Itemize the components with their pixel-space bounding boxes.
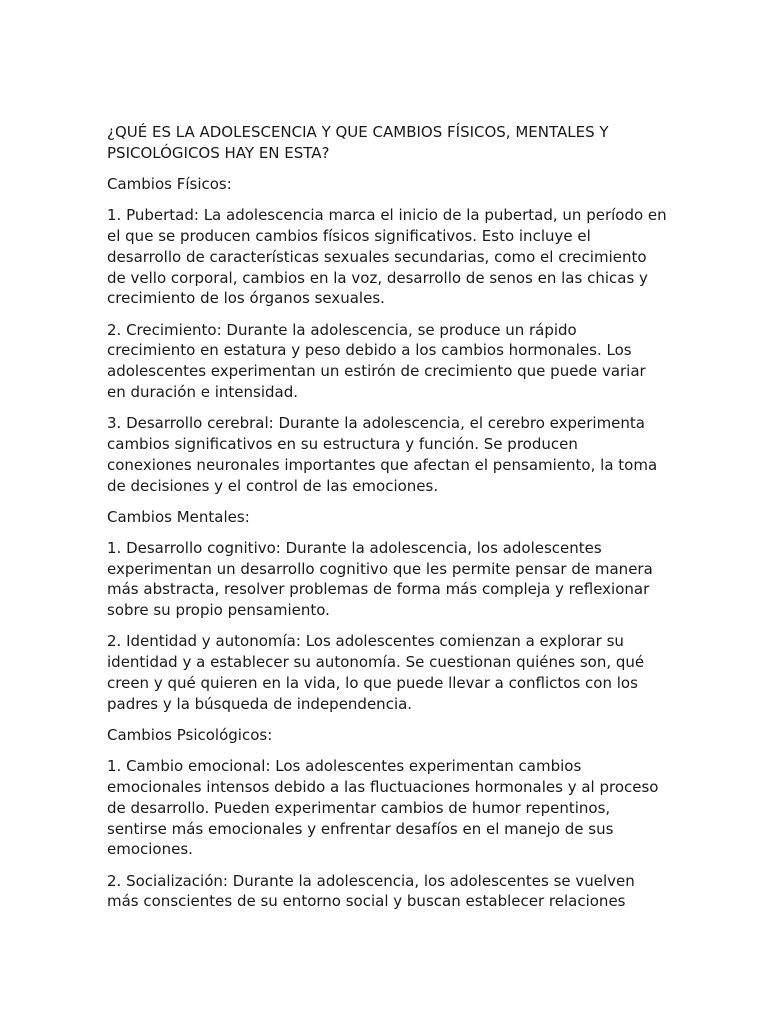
section-heading-mental: Cambios Mentales: [107,507,250,526]
document-title: ¿QUÉ ES LA ADOLESCENCIA Y QUE CAMBIOS FÍSICOS, MENTALES Y PSICOLÓGICOS HAY EN ESTA? [107,123,609,162]
paragraph-growth: 2. Crecimiento: Durante la adolescencia, se produce un rápido crecimiento en estatura y peso debido a los cambios hormonales. Los adolescentes experimentan un estirón de crecimiento que puede variar en duración e intensidad. [107,320,646,401]
section-heading-physical: Cambios Físicos: [107,174,232,193]
paragraph-identity-autonomy: 2. Identidad y autonomía: Los adolescentes comienzan a explorar su identidad y a establecer su autonomía. Se cuestionan quiénes son, qué creen y qué quieren en la vida, lo que puede llevar a conflictos con los padres y la búsqueda de independencia. [107,632,645,713]
paragraph-cognitive-development: 1. Desarrollo cognitivo: Durante la adolescencia, los adolescentes experimentan un desarrollo cognitivo que les permite pensar de manera más abstracta, resolver problemas de forma más compleja y reflexionar sobre su propio pensamiento. [107,538,653,620]
document-page [107,122,667,923]
paragraph-socialization: 2. Socialización: Durante la adolescencia, los adolescentes se vuelven más conscientes de su entorno social y buscan establecer relaciones [107,871,635,911]
paragraph-emotional-change: 1. Cambio emocional: Los adolescentes experimentan cambios emocionales intensos debido a las fluctuaciones hormonales y al proceso de desarrollo. Pueden experimentar cambios de humor repentinos, sentirse más emocionales y enfrentar desafíos en el manejo de sus emociones. [107,757,659,859]
paragraph-puberty: 1. Pubertad: La adolescencia marca el inicio de la pubertad, un período en el que se producen cambios físicos significativos. Esto incluye el desarrollo de características sexuales secundarias, como el crecimiento de vello corporal, cambios en la voz, desarrollo de senos en las chicas y crecimiento de los órganos sexuales. [107,206,667,308]
paragraph-brain-development: 3. Desarrollo cerebral: Durante la adolescencia, el cerebro experimenta cambios significativos en su estructura y función. Se producen conexiones neuronales importantes que afectan el pensamiento, la toma de decisiones y el control de las emociones. [107,414,658,495]
section-heading-psychological: Cambios Psicológicos: [107,726,273,745]
